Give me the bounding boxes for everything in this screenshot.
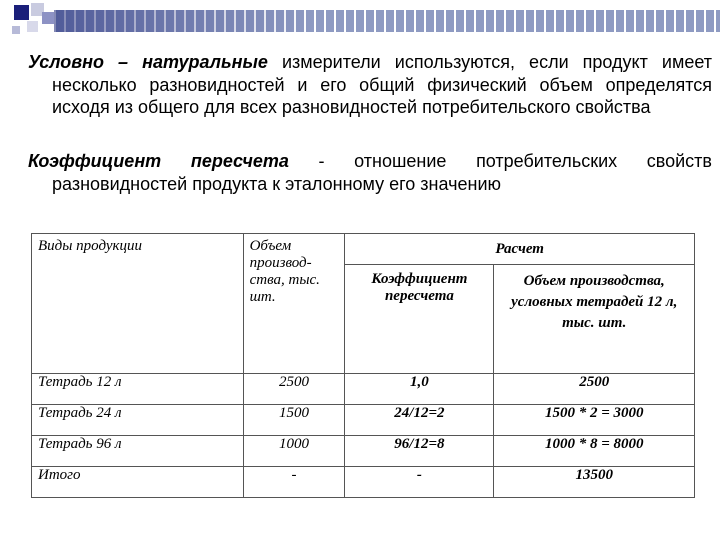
definition-paragraph-conversion-coefficient [28,150,712,195]
table-row [32,405,695,436]
deco-square [42,12,54,24]
header-volume: Объем производ-ства, тыс. шт. [243,234,345,374]
cell-product: Итого [32,467,244,498]
cell-volume: 2500 [243,374,345,405]
cell-converted: 1500 * 2 = 3000 [494,405,695,436]
definition-text: - отношение потребительских свойств разновидностей продукта к эталонному его значению [52,151,712,194]
cell-coefficient: - [345,467,494,498]
header-product: Виды продукции [32,234,244,374]
definition-text: измерители используются, если продукт имеет несколько разновидностей и его общий физический объем определятся исходя из общего для всех разновидностей потребительского свойства [52,52,713,117]
decorative-header [0,0,720,44]
definition-paragraph-natural-units [28,51,712,119]
decorative-stripe-bar [54,10,720,32]
header-converted-volume: Объем производства, условных тетрадей 12 л, тыс. шт. [494,265,695,374]
cell-volume: 1500 [243,405,345,436]
deco-square [14,5,29,20]
cell-coefficient: 96/12=8 [345,436,494,467]
cell-volume: - [243,467,345,498]
cell-coefficient: 1,0 [345,374,494,405]
table-row [32,374,695,405]
term-natural-units: Условно – натуральные [28,52,268,72]
cell-product: Тетрадь 12 л [32,374,244,405]
header-calculation: Расчет [345,234,695,265]
calculation-table [31,233,695,498]
header-coefficient: Коэффициент пересчета [345,265,494,374]
cell-coefficient: 24/12=2 [345,405,494,436]
deco-square [27,21,38,32]
table-row-total [32,467,695,498]
cell-volume: 1000 [243,436,345,467]
deco-square [12,26,20,34]
cell-converted: 13500 [494,467,695,498]
cell-converted: 1000 * 8 = 8000 [494,436,695,467]
cell-product: Тетрадь 96 л [32,436,244,467]
cell-product: Тетрадь 24 л [32,405,244,436]
term-conversion-coefficient: Коэффициент пересчета [28,151,289,171]
cell-converted: 2500 [494,374,695,405]
table-row [32,436,695,467]
